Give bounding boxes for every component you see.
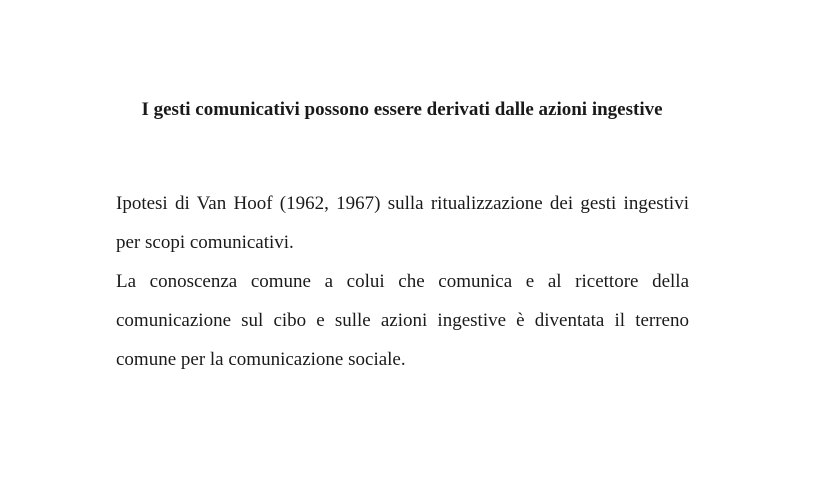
paragraph-hypothesis: Ipotesi di Van Hoof (1962, 1967) sulla ritualizzazione dei gesti ingestivi per scopi comunicativi. <box>116 193 689 253</box>
document-title: I gesti comunicativi possono essere derivati dalle azioni ingestive <box>141 99 663 120</box>
paragraph-common-ground: La conoscenza comune a colui che comunica e al ricettore della comunicazione sul cibo e sulle azioni ingestive è diventata il terreno comune per la comunicazione sociale. <box>116 271 689 370</box>
document-body <box>116 184 689 379</box>
